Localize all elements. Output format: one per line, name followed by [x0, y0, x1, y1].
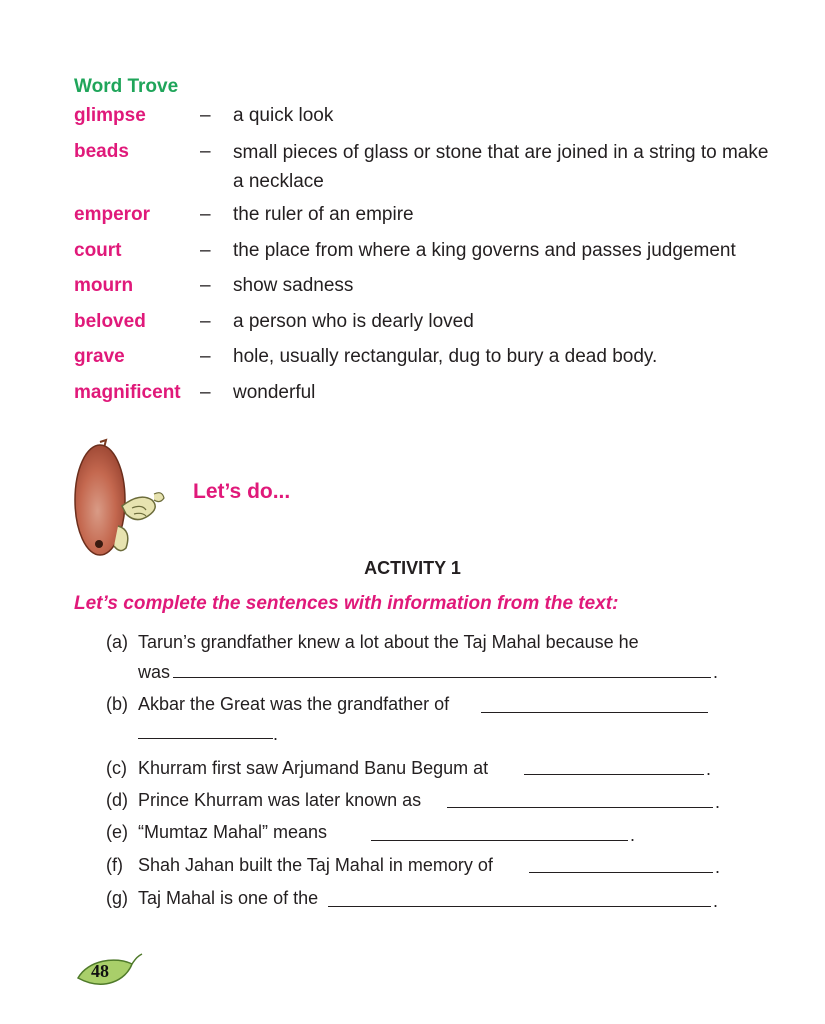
glossary-dash: – — [200, 204, 211, 225]
glossary-word: court — [74, 240, 122, 261]
glossary-dash: – — [200, 382, 211, 403]
question-text: Prince Khurram was later known as — [138, 790, 422, 810]
activity-title: ACTIVITY 1 — [364, 558, 461, 578]
question-g — [106, 886, 336, 910]
question-label: (f) — [106, 855, 123, 875]
question-text: Khurram first saw Arjumand Banu Begum at — [138, 758, 489, 778]
answer-blank-f[interactable] — [529, 872, 713, 873]
glossary-word: beads — [74, 141, 129, 162]
period: . — [630, 825, 636, 845]
glossary-word: magnificent — [74, 382, 181, 403]
question-label: (d) — [106, 790, 128, 810]
glossary-word: emperor — [74, 204, 151, 225]
answer-blank-b-continued[interactable] — [138, 738, 273, 739]
glossary-dash: – — [200, 346, 211, 367]
period: . — [715, 792, 721, 812]
glossary-dash: – — [200, 105, 211, 126]
question-label: (e) — [106, 822, 128, 842]
peanut-character-icon — [70, 438, 182, 558]
period: . — [713, 662, 719, 682]
glossary-dash: – — [200, 311, 211, 332]
period: . — [706, 759, 712, 779]
glossary-meaning: wonderful — [233, 382, 316, 403]
leaf-icon — [74, 950, 144, 996]
glossary-word: glimpse — [74, 105, 146, 126]
period: . — [273, 724, 279, 744]
answer-blank-a[interactable] — [173, 677, 711, 678]
answer-blank-c[interactable] — [524, 774, 704, 775]
question-label: (g) — [106, 888, 128, 908]
question-text: Taj Mahal is one of the — [138, 888, 319, 908]
question-f — [106, 853, 531, 877]
glossary-word: grave — [74, 346, 125, 367]
answer-blank-d[interactable] — [447, 807, 713, 808]
answer-blank-b[interactable] — [481, 712, 708, 713]
answer-blank-g[interactable] — [328, 906, 711, 907]
question-text: was — [138, 662, 171, 682]
glossary-meaning: show sadness — [233, 275, 354, 296]
glossary-word: mourn — [74, 275, 134, 296]
question-e — [106, 820, 366, 844]
question-text: Tarun’s grandfather knew a lot about the Taj Mahal because he — [138, 632, 639, 652]
glossary-meaning: the ruler of an empire — [233, 204, 414, 225]
question-text: “Mumtaz Mahal” means — [138, 822, 328, 842]
lets-do-heading: Let’s do... — [193, 480, 291, 503]
answer-blank-e[interactable] — [371, 840, 628, 841]
glossary-dash: – — [200, 141, 211, 162]
question-d — [106, 788, 446, 812]
glossary-meaning: the place from where a king governs and passes judgement — [233, 240, 736, 261]
glossary-meaning: hole, usually rectangular, dug to bury a dead body. — [233, 346, 658, 367]
question-text: Shah Jahan built the Taj Mahal in memory of — [138, 855, 493, 875]
question-c — [106, 756, 526, 780]
page-number: 48 — [91, 961, 109, 981]
question-b — [106, 692, 506, 716]
glossary-dash: – — [200, 240, 211, 261]
glossary-dash: – — [200, 275, 211, 296]
question-label: (c) — [106, 758, 127, 778]
activity-instruction: Let’s complete the sentences with information from the text: — [74, 593, 619, 614]
question-text: Akbar the Great was the grandfather of — [138, 694, 450, 714]
glossary-meaning: small pieces of glass or stone that are joined in a string to make a necklace — [233, 142, 769, 192]
period: . — [713, 891, 719, 911]
glossary-meaning: a quick look — [233, 105, 334, 126]
question-label: (b) — [106, 694, 128, 714]
word-trove-title: Word Trove — [74, 76, 179, 97]
glossary-meaning: a person who is dearly loved — [233, 311, 474, 332]
question-label: (a) — [106, 632, 128, 652]
period: . — [715, 857, 721, 877]
glossary-word: beloved — [74, 311, 146, 332]
